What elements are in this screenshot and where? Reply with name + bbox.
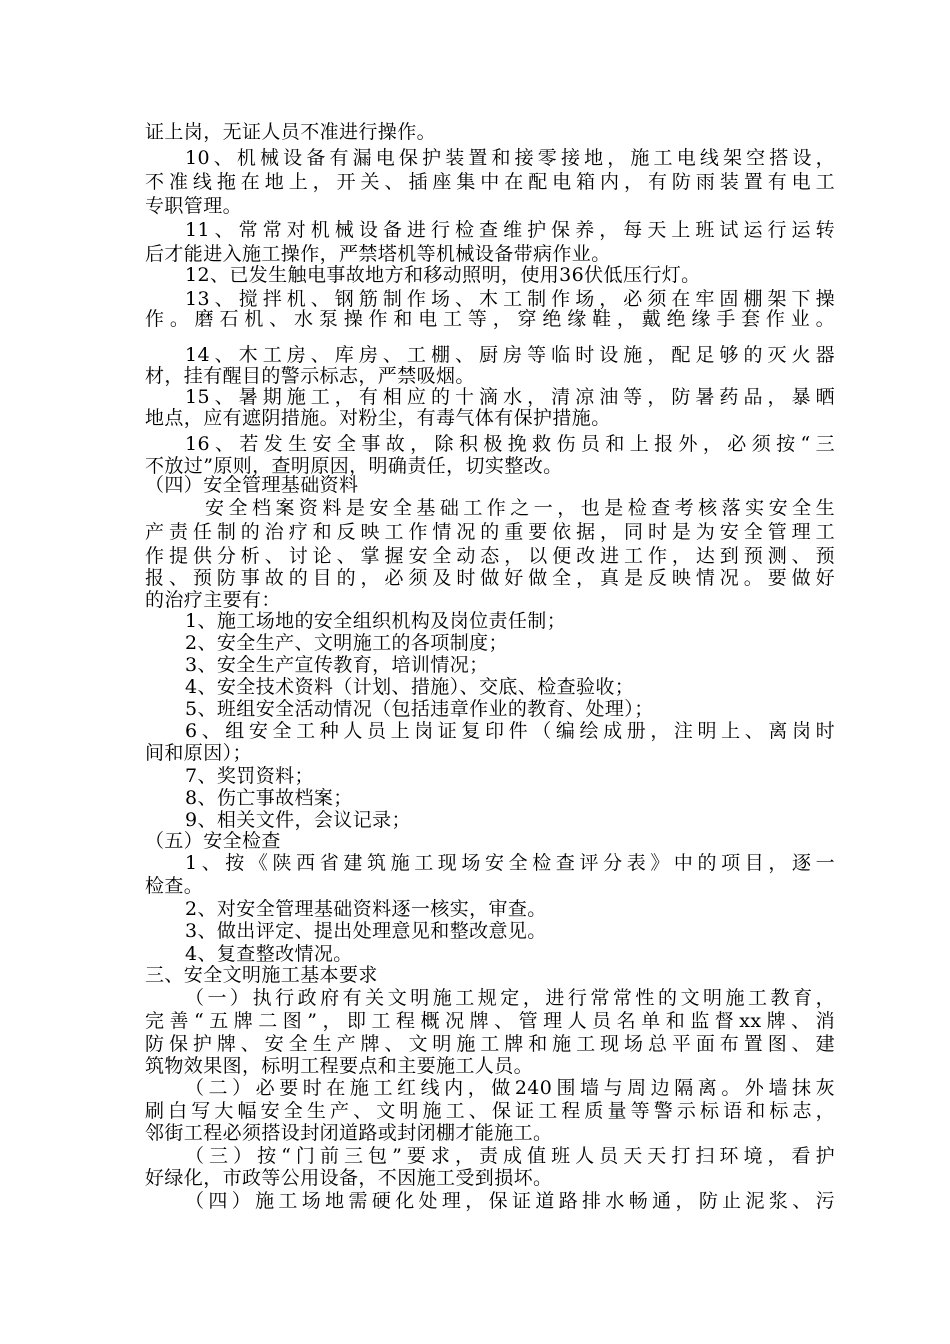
section-heading: 三、安全文明施工基本要求 (145, 964, 378, 986)
list-item: 4、复查整改情况。 (185, 943, 353, 965)
text-line: 检查。 (145, 875, 204, 897)
text-line: 12、已发生触电事故地方和移动照明，使用36伏低压行灯。 (185, 264, 701, 286)
text-line: 11、常常对机械设备进行检查维护保养，每天上班试运行运转 (185, 219, 835, 241)
text-line: （四）施工场地需硬化处理，保证道路排水畅通，防止泥浆、污 (185, 1190, 835, 1212)
text-line: 完善“五牌二图”，即工程概况牌、管理人员名单和监督xx牌、消 (145, 1010, 835, 1032)
list-item: 1、施工场地的安全组织机构及岗位责任制； (185, 610, 567, 632)
text-line: 10、机械设备有漏电保护装置和接零接地，施工电线架空搭设， (185, 147, 835, 169)
text-line: （三）按“门前三包”要求，责成值班人员天天打扫环境，看护 (185, 1145, 835, 1167)
section-heading: （四）安全管理基础资料 (145, 474, 359, 496)
text-line: 15、暑期施工，有相应的十滴水，清凉油等，防暑药品，暴晒 (185, 386, 835, 408)
list-item: 7、奖罚资料； (185, 765, 314, 787)
text-line: 不放过”原则，查明原因，明确责任，切实整改。 (145, 455, 563, 477)
text-line: 材，挂有醒目的警示标志，严禁吸烟。 (145, 365, 475, 387)
list-item: 8、伤亡事故档案； (185, 787, 353, 809)
text-line: 的治疗主要有： (145, 589, 281, 611)
text-line: 证上岗，无证人员不准进行操作。 (145, 121, 437, 143)
text-line: 14、木工房、库房、工棚、厨房等临时设施，配足够的灭火器 (185, 344, 835, 366)
text-line: 安全档案资料是安全基础工作之一，也是检查考核落实安全生 (205, 497, 835, 519)
text-line: 16、若发生安全事故，除积极挽救伤员和上报外，必须按“三 (185, 433, 835, 455)
list-item: 6、组安全工种人员上岗证复印件（编绘成册，注明上、离岗时 (185, 720, 835, 742)
text-line: 地点，应有遮阴措施。对粉尘，有毒气体有保护措施。 (145, 407, 611, 429)
text-line: 不准线拖在地上，开关、插座集中在配电箱内，有防雨装置有电工 (145, 171, 835, 193)
text-line: 13、搅拌机、钢筋制作场、木工制作场，必须在牢固棚架下操 (185, 288, 835, 310)
text-line: 防保护牌、安全生产牌、文明施工牌和施工现场总平面布置图、建 (145, 1033, 835, 1055)
list-item: 4、安全技术资料（计划、措施）、交底、检查验收； (185, 676, 635, 698)
text-line: 作提供分析、讨论、掌握安全动态，以便改进工作，达到预测、预 (145, 545, 835, 567)
text-line: 筑物效果图，标明工程要点和主要施工人员。 (145, 1055, 534, 1077)
text-line: 邻街工程必须搭设封闭道路或封闭棚才能施工。 (145, 1122, 553, 1144)
list-item: 9、相关文件，会议记录； (185, 809, 411, 831)
text-line: 专职管理。 (145, 195, 243, 217)
list-item: 3、做出评定、提出处理意见和整改意见。 (185, 920, 547, 942)
list-item: 5、班组安全活动情况（包括违章作业的教育、处理）； (185, 698, 654, 720)
list-item: 1、按《陕西省建筑施工现场安全检查评分表》中的项目，逐一 (185, 852, 835, 874)
text-line: 作。磨石机、水泵操作和电工等，穿绝缘鞋，戴绝缘手套作业。 (145, 308, 835, 330)
text-line: 后才能进入施工操作，严禁塔机等机械设备带病作业。 (145, 243, 611, 265)
text-line: 产责任制的治疗和反映工作情况的重要依据，同时是为安全管理工 (145, 521, 835, 543)
list-item: 3、安全生产宣传教育，培训情况； (185, 654, 489, 676)
text-line: （一）执行政府有关文明施工规定，进行常常性的文明施工教育， (185, 987, 835, 1009)
section-heading: （五）安全检查 (145, 830, 281, 852)
text-line: 刷白写大幅安全生产、文明施工、保证工程质量等警示标语和标志， (145, 1100, 835, 1122)
text-line: 间和原因）； (145, 742, 252, 764)
text-line: （二）必要时在施工红线内，做240围墙与周边隔离。外墙抹灰 (185, 1077, 835, 1099)
text-line: 好绿化，市政等公用设备，不因施工受到损坏。 (145, 1167, 553, 1189)
list-item: 2、对安全管理基础资料逐一核实，审查。 (185, 898, 547, 920)
text-line: 报、预防事故的目的，必须及时做好做全，真是反映情况。要做好 (145, 567, 835, 589)
list-item: 2、安全生产、文明施工的各项制度； (185, 632, 508, 654)
